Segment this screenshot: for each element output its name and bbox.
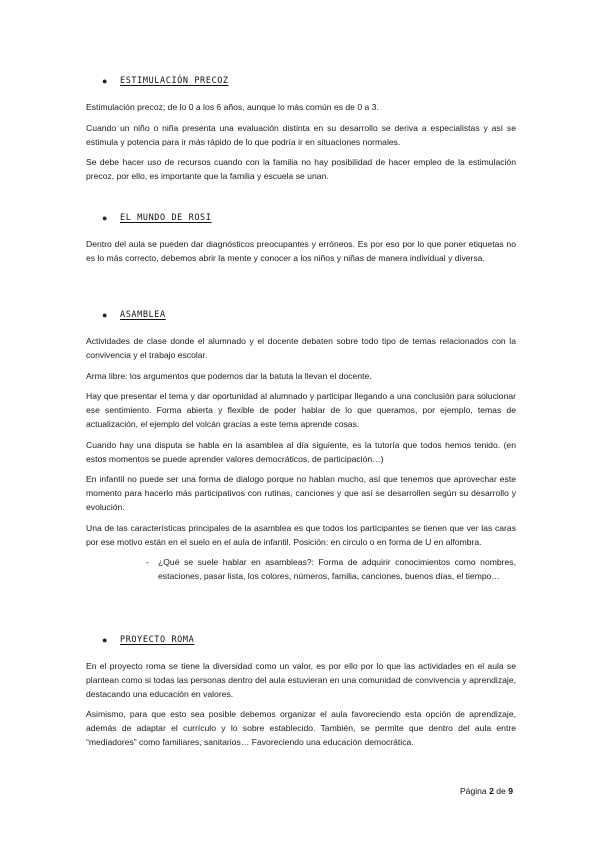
section-title: EL MUNDO DE ROSI [120,213,212,223]
paragraph: Dentro del aula se pueden dar diagnósticos preocupantes y erróneos. Es por eso por lo que poner etiquetas no es lo más correcto, debemos abrir la mente y conocer a los niños y niñas de manera individual y diversa. [86,239,516,263]
page-of: de [496,786,506,796]
total-pages: 9 [508,786,513,796]
bullet-icon: ● [102,76,108,86]
sub-list-item [146,556,516,591]
section-heading [102,210,516,226]
section-proyecto-roma [86,632,516,757]
sub-item-text: ¿Qué se suele hablar en asambleas?: Forma de adquirir conocimientos como nombres, estaciones, pasar lista, los colores, números, familia, canciones, buenos días, el tiempo… [158,557,516,582]
paragraph: En el proyecto roma se tiene la diversidad como un valor, es por ello por lo que las actividades en el aula se plantean como si todas las personas dentro del aula estuvieran en una comunidad de convivencia y aprendizaje, destacando una educación en valores. [86,661,516,699]
bullet-icon: ● [102,213,108,223]
current-page: 2 [489,786,494,796]
bullet-icon: ● [102,635,108,645]
paragraph: Asimismo, para que esto sea posible debemos organizar el aula favoreciendo esta opción de aprendizaje, además de adaptar el currículo y lo sobre establecido. También, se permite que dentro del aula entre “mediadores” como familiares, sanitarios… Favoreciendo una educación democrática. [86,709,516,747]
paragraph: Se debe hacer uso de recursos cuando con la familia no hay posibilidad de hacer empleo de la estimulación precoz, por ello, es importante que la familia y escuela se unan. [86,157,516,182]
section-heading [102,632,516,648]
paragraph: Actividades de clase donde el alumnado y el docente debaten sobre todo tipo de temas relacionados con la convivencia y el trabajo escolar. [86,336,516,360]
section-title: ESTIMULACIÓN PRECOZ [120,76,229,86]
page-label: Página [459,786,487,796]
section-heading [102,73,516,89]
section-estimulacion-precoz [86,73,516,191]
paragraph: Estimulación precoz; de lo 0 a los 6 años, aunque lo más común es de 0 a 3. [86,102,379,112]
paragraph: Una de las características principales de la asamblea es que todos los participantes se tienen que ver las caras por ese motivo están en el suelo en el aula de infantil. Posición: en circulo o en forma de U en alfombra. [86,522,516,547]
dash-bullet: - [146,557,149,568]
paragraph: Arma libre: los argumentos que podemos dar la batuta la llevan el docente. [86,370,372,381]
section-heading [102,307,516,323]
paragraph: Hay que presentar el tema y dar oportunidad al alumnado y participar llegando a una conclusión para solucionar ese sentimiento. Forma abierta y flexible de poder hablar de lo que queramos, por ejemplo, temas de actualización, el ejemplo del volcán gracias a este tema aprende cosas. [86,391,516,429]
section-asamblea [86,307,516,591]
page-number [460,786,513,796]
paragraph: Cuando hay una disputa se habla en la asamblea al día siguiente, es la tutoría que todos hemos tenido. (en estos momentos se puede aprender valores democráticos, de participación…) [86,439,516,464]
section-el-mundo-de-rosi [86,210,516,273]
section-title: ASAMBLEA [120,310,166,320]
paragraph: Cuando un niño o niña presenta una evaluación distinta en su desarrollo se deriva a especialistas y así se estimula y potencia para ir más rápido de lo que podría ir en situaciones normales. [86,122,516,147]
section-title: PROYECTO ROMA [120,635,195,645]
bullet-icon: ● [102,310,108,320]
paragraph: En infantil no puede ser una forma de dialogo porque no hablan mucho, así que tenemos que aprovechar este momento para hacerlo más participativos con rutinas, canciones y que así se desarrollen según su desarrollo y evolución. [86,474,516,512]
